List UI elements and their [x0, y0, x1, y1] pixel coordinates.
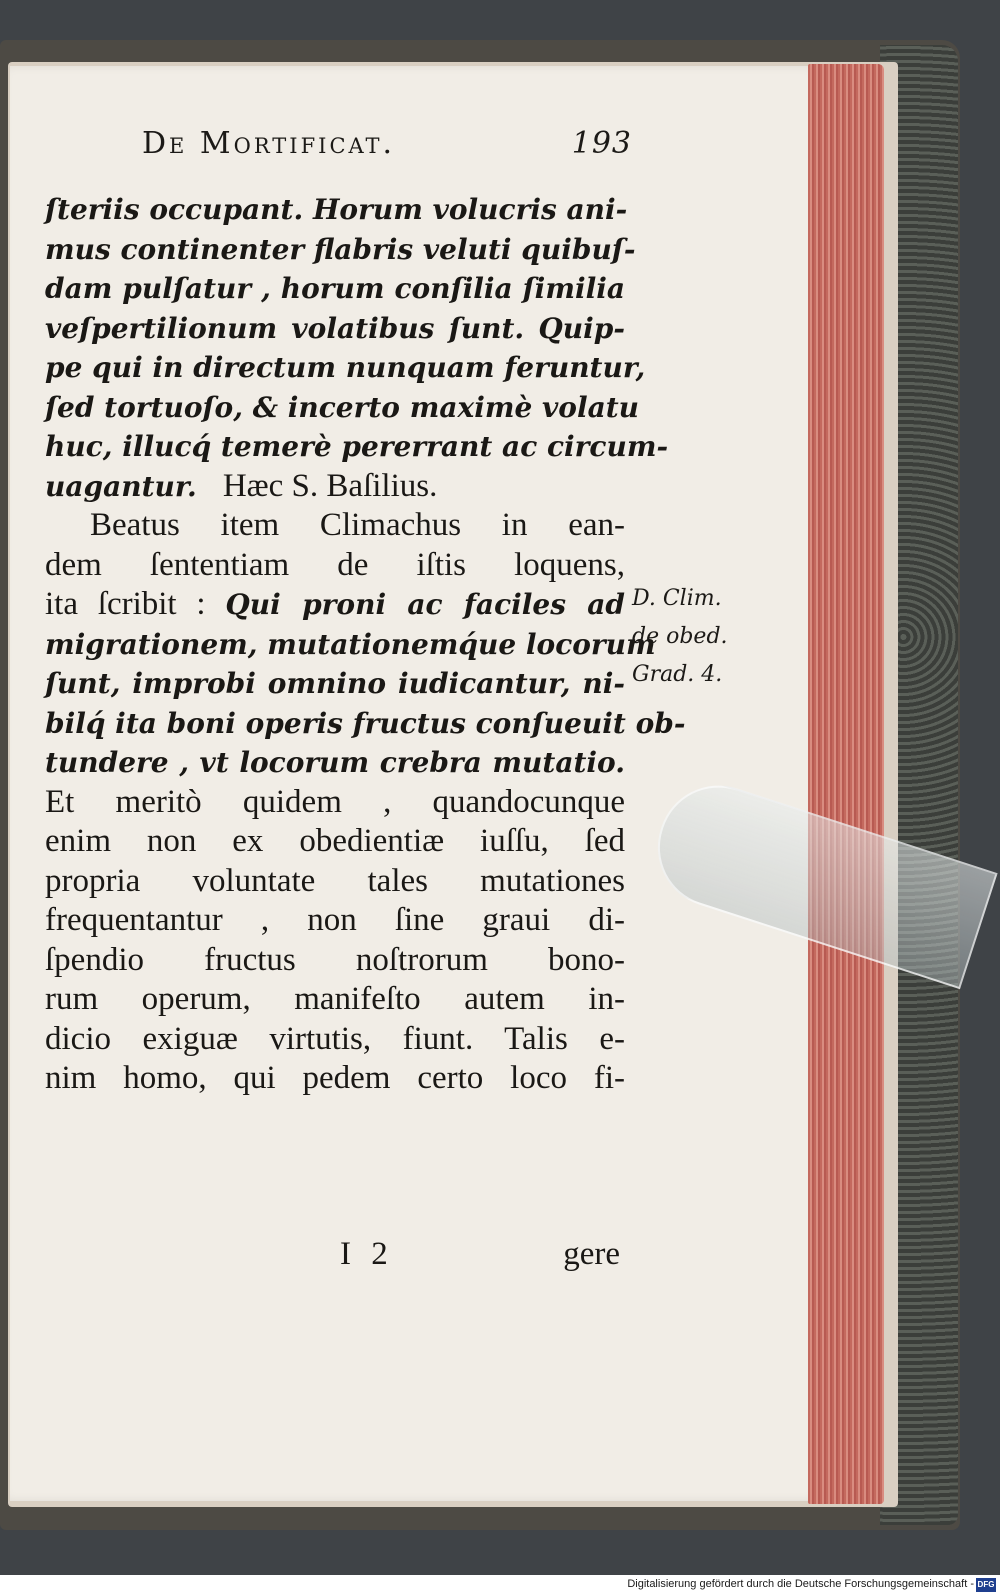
italic-segment: Qui proni ac faciles ad: [225, 588, 625, 621]
text-line: ſunt, improbi omnino iudicantur, ni-: [45, 667, 625, 700]
text-line: dam pulſatur , horum conſilia ſimilia: [45, 272, 625, 305]
text-line: ſteriis occupant. Horum volucris ani-: [45, 193, 628, 226]
text-line: veſpertilionum volatibus ſunt. Quip-: [45, 311, 625, 345]
text-line: enim non ex obedientiæ iuſſu, ſed: [45, 823, 625, 859]
margin-note: Grad. 4.: [632, 662, 723, 687]
italic-segment: uagantur.: [45, 469, 197, 503]
text-line: huc, illucq́ temerè pererrant ac circum-: [45, 430, 669, 463]
text-line: mus continenter flabris veluti quibuſ-: [45, 232, 636, 266]
text-line: Et meritò quidem , quandocunque: [45, 783, 625, 820]
signature-mark: I 2: [340, 1236, 394, 1272]
text-line: [45, 467, 625, 507]
text-line: nim homo, qui pedem certo loco fi-: [45, 1060, 625, 1096]
running-header: [142, 126, 632, 170]
text-line: [45, 585, 625, 625]
digitization-credit: Digitalisierung gefördert durch die Deutsche Forschungsgemeinschaft -: [627, 1578, 974, 1590]
text-line: frequentantur , non ſine graui di-: [45, 902, 625, 938]
text-line: dicio exiguæ virtutis, fiunt. Talis e-: [45, 1020, 625, 1057]
margin-note: D. Clim.: [632, 586, 722, 611]
text-line: bilq́ ita boni operis fructus conſueuit ob-: [45, 706, 686, 740]
text-line: migrationem, mutationemq́ue locorum: [45, 627, 656, 661]
roman-segment: ita ſcribit :: [45, 586, 226, 622]
running-title: De Mortificat.: [142, 126, 396, 161]
text-line: ſed tortuoſo, & incerto maximè volatu: [45, 390, 640, 424]
margin-note: de obed.: [632, 624, 728, 649]
red-page-edge: [808, 64, 884, 1504]
catchword: gere: [563, 1236, 620, 1272]
text-line: dem ſententiam de iſtis loquens,: [45, 546, 625, 583]
dfg-logo: DFG: [976, 1578, 996, 1592]
text-line: propria voluntate tales mutationes: [45, 862, 625, 899]
text-line: rum operum, manifeſto autem in-: [45, 981, 625, 1017]
roman-segment: Hæc S. Baſilius.: [222, 467, 438, 504]
page-footer: [340, 1236, 620, 1276]
margin-notes: [632, 580, 762, 694]
page-number: 193: [571, 126, 632, 161]
text-line: pe qui in directum nunquam feruntur,: [45, 351, 646, 384]
text-line: Beatus item Climachus in ean-: [90, 507, 625, 543]
text-line: tundere , vt locorum crebra mutatio.: [45, 746, 625, 779]
text-line: ſpendio fructus noſtrorum bono-: [45, 941, 625, 978]
